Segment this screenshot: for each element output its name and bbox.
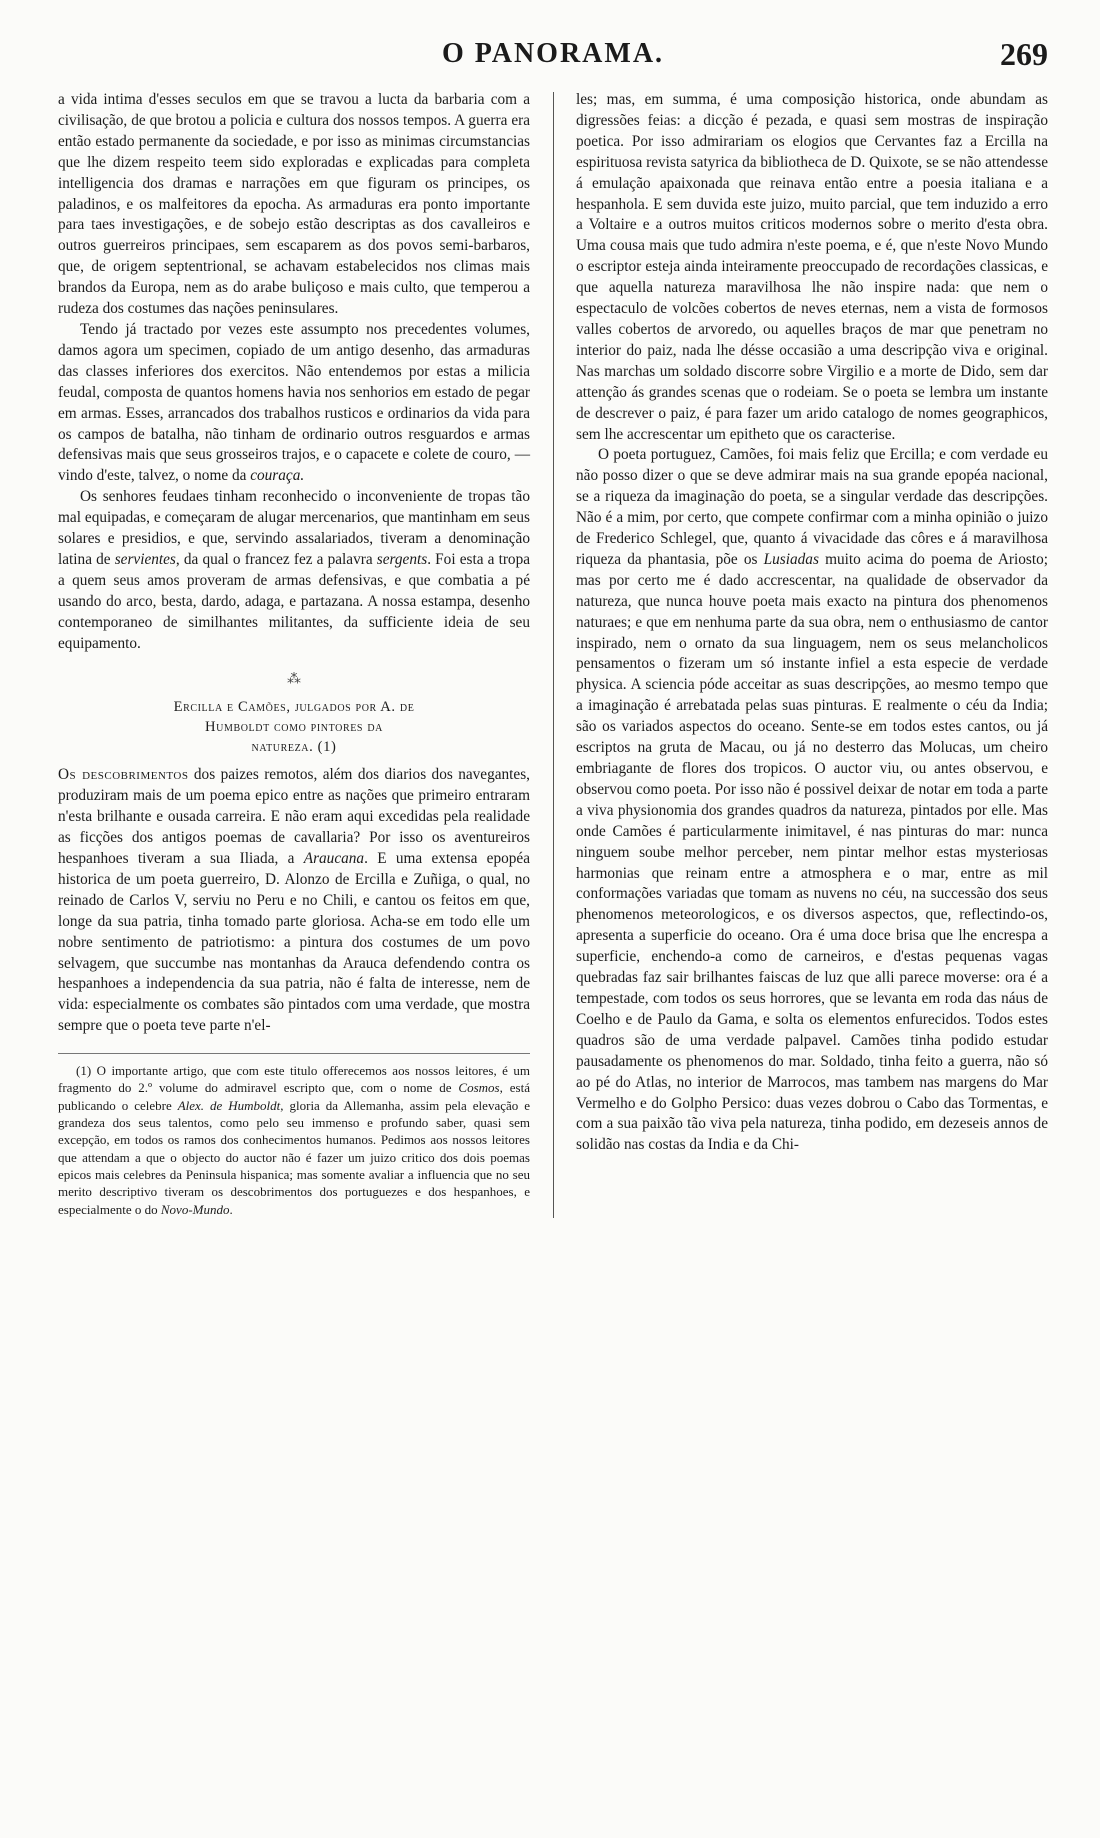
- lead-in: Os descobrimentos: [58, 766, 189, 784]
- text-run: O poeta portuguez, Camões, foi mais feliz que Ercilla; e com verdade eu não posso dizer o que se deve admirar mais na sua grande epopéa nacional, se a riqueza da imaginação do poeta, se a singular verdade das descripções. Não é a mim, por certo, que compete confirmar com a minha opinião o juizo de Frederico Schlegel, que, quanto á vivacidade das côres e á maravilhosa riqueza da phantasia, põe os: [576, 446, 1048, 568]
- text-run: muito acima do poema de Ariosto; mas por certo me é dado accrescentar, na qualidade de observador da natureza, que nunca houve poeta mais exacto na pintura dos phenomenos naturaes; e que em nenhuma parte da sua obra, nem o enthusiasmo de cantor inspirado, nem o ornato da sua linguagem, nem os seus melancholicos pensamentos o fizeram um só instante infiel a esta especie de verdade physica. A sciencia póde acceitar as suas descripções, ao mesmo tempo que a imaginação é arrebatada pelas suas pinturas. E realmente o céu da India; são os variados aspectos do oceano. Sente-se em todos estes cantos, ou já escriptos na gruta de Macau, ou já no desterro das Molucas, um cheiro embriagante de flores dos tropicos. O auctor viu, ou antes observou, e observou como poeta. Por isso não é possivel deixar de notar em toda a parte a viva physionomia dos grandes quadros da natureza, pintados por elle. Mas onde Camões é particularmente inimitavel, é nas pinturas do mar: nunca ninguem soube melhor perceber, nem pintar melhor estas mysteriosas harmonias que reinam entre a atmosphera e o mar, entre as mil conformações variadas que tomam as nuvens no céu, na successão dos seus phenomenos meteorologicos, e os diversos aspectos, que, reflectindo-os, apresenta a superficie do oceano. Ora é uma doce brisa que lhe encrespa a superficie, enchendo-a como de carneiros, e d'estas pequenas vagas quebradas faz sair brilhantes faiscas de luz que alli parece moverse: ora é a tempestade, com todos os seus horrores, que se levanta em roda das náus de Coelho e de Paulo da Gama, e solta os elementos enfurecidos. Todos estes quadros são de uma verdade palpavel. Camões tinha podido estudar pausadamente os phenomenos do mar. Soldado, tinha feito a guerra, não só ao pé do Atlas, no interior de Marrocos, mas tambem nas margens do Mar Vermelho e do Golpho Persico: duas vezes dobrou o Cabo das Tormentas, e com a sua paixão tão viva pela natureza, tinha podido, em dezeseis annos de solidão nas costas da India e da Chi-: [576, 550, 1048, 1154]
- page: [58, 36, 1048, 1806]
- columns: [58, 90, 1048, 1218]
- text-run: , da qual o francez fez a palavra: [175, 550, 373, 568]
- running-head: [58, 36, 1048, 80]
- section-ornament: ⁂: [287, 672, 301, 688]
- footnote: [58, 1062, 530, 1218]
- italic-term: sergents: [376, 550, 428, 568]
- text-run: dos paizes remotos, além dos diarios dos navegantes, produziram mais de um poema epico entre as nações que primeiro entraram n'esta brilhante e ousada carreira. E não eram aqui excedidas pela realidade as ficções dos antigos poemas de cavallaria? Por isso os aventureiros hespanhoes tiveram a sua Iliada, a: [58, 766, 530, 867]
- paragraph: a vida intima d'esses seculos em que se travou a lucta da barbaria com a civilisação, de que brotou a policia e cultura dos nossos tempos. A guerra era então estado permanente da sociedade, e por isso as minimas circumstancias que lhe dizem respeito teem sido exploradas e explicadas para completa intelligencia dos dramas e narrações em que figuram os principes, os paladinos, e os malfeitores da epocha. As armaduras era ponto importante para taes investigações, e de sobejo estão descriptas as dos cavalleiros e outros guerreiros principaes, sem escaparem as dos povos semi-barbaros, que, de origem septentrional, se achavam estabelecidos nos climas mais brandos da Europa, nem as do arabe buliçoso e mais culto, que temperou a rudeza dos costumes das nações peninsulares.: [58, 91, 530, 318]
- text-run: , está publicando o celebre: [58, 1080, 530, 1113]
- paragraph: [576, 445, 1048, 1156]
- section-title-line: Ercilla e Camões, julgados por A. de: [173, 699, 415, 716]
- footnote-text: [58, 1062, 530, 1218]
- right-column: [576, 90, 1048, 1218]
- paragraph: [58, 765, 530, 1037]
- italic-term: Lusiadas: [763, 550, 819, 568]
- section-title-line: natureza. (1): [251, 739, 337, 756]
- column-rule: [553, 92, 554, 1218]
- italic-term: Araucana: [303, 850, 365, 867]
- section-title-line: Humboldt como pintores da: [205, 719, 383, 736]
- text-run: Os senhores feudaes tinham reconhecido o inconveniente de tropas tão mal equipadas, e começaram de alugar mercenarios, que mantinham em seus solares e presidios, e que, servindo assalariados, tiveram a denominação latina de: [58, 488, 530, 568]
- text-run: .: [229, 1201, 233, 1217]
- italic-term: Novo-Mundo: [160, 1201, 230, 1217]
- italic-term: servientes: [114, 550, 176, 568]
- paragraph: [58, 487, 530, 654]
- paragraph: [58, 320, 530, 487]
- paragraph: les; mas, em summa, é uma composição historica, onde abundam as digressões feias: a dicção é pezada, e quasi sem mostras de inspiração poetica. Por isso admirariam os elogios que Cervantes faz a Ercilla na espirituosa revista satyrica da bibliotheca de D. Quixote, se se não attendesse á emulação apaixonada que reinava então entre a poesia italiana e a hespanhola. E sem duvida este juizo, muito parcial, que tem induzido a erro a Voltaire e a outros muitos criticos modernos sobre o merito d'esta obra. Uma cousa mais que tudo admira n'este poema, e é, que n'este Novo Mundo o escriptor esteja ainda inteiramente preoccupado de recordações classicas, e que aquella natureza maravilhosa lhe não inspire nada: que nem o espectaculo de volcões cobertos de neves eternas, nem a vista de formosos valles cobertos de arvoredo, ou aquelles braços de mar que penetram no interior do paiz, nada lhe désse occasião a uma descripção viva e original. Nas marchas um soldado discorre sobre Virgilio e a morte de Dido, sem dar attenção ás grandes scenas que o rodeiam. Se o poeta se lembra um instante de descrever o paiz, é para fazer um arido catalogo de nomes geographicos, sem lhe accrescentar um epitheto que os caracterise.: [576, 91, 1048, 443]
- text-run: . E uma extensa epopéa historica de um poeta guerreiro, D. Alonzo de Ercilla e Zuñiga, o qual, no reinado de Carlos V, serviu no Peru e no Chili, e cantou os feitos em que, longe da sua patria, tinha tomado parte gloriosa. Acha-se em todo elle um nobre sentimento de patriotismo: a pintura dos costumes de um povo selvagem, que succumbe nas montanhas da Arauca defendendo contra os hespanhoes a independencia da sua patria, não é falta de interesse, nem de vida: especialmente os combates são pintados com uma verdade, que mostra sempre que o poeta teve parte n'el-: [58, 850, 530, 1035]
- section-title: [78, 697, 510, 757]
- page-number: 269: [1000, 36, 1048, 72]
- left-column: [58, 90, 530, 1218]
- italic-term: Cosmos: [458, 1080, 500, 1096]
- italic-term: Alex. de Humboldt: [177, 1097, 281, 1113]
- italic-term: couraça.: [250, 467, 305, 485]
- journal-title: O PANORAMA.: [441, 38, 665, 69]
- text-run: Tendo já tractado por vezes este assumpto nos precedentes volumes, damos agora um specimen, copiado de um antigo desenho, das armaduras das classes inferiores dos exercitos. Não entendemos por estas a milicia feudal, composta de quantos homens havia nos senhorios em estado de pegar em armas. Esses, arrancados dos trabalhos rusticos e ordinarios da vida para os campos de batalha, não tinham de ordinario outros resguardos e armas defensivas mais que seus grosseiros trajos, e o capacete e colete de couro, — vindo d'este, talvez, o nome da: [58, 320, 530, 485]
- text-run: . Foi esta a tropa a quem seus amos proveram de armas defensivas, e que combatia a pé usando do arco, besta, dardo, adaga, e partazana. A nossa estampa, desenho contemporaneo de similhantes militantes, da sufficiente ideia de seu equipamento.: [58, 550, 531, 652]
- text-run: , gloria da Allemanha, assim pela elevação e grandeza dos seus talentos, como pelo seu immenso e profundo saber, quasi sem excepção, em todos os ramos dos conhecimentos humanos. Pedimos aos nossos leitores que attendam a que o objecto do auctor não é fazer um juizo critico dos dois poemas epicos mais celebres da Peninsula hispanica; mas somente avaliar a influencia que no seu merito descriptivo tiveram os descobrimentos dos portuguezes e dos hespanhoes, e especialmente o do: [58, 1097, 530, 1217]
- text-run: (1) O importante artigo, que com este titulo offerecemos aos nossos leitores, é um fragmento do 2.º volume do admiravel escripto que, com o nome de: [58, 1063, 530, 1096]
- footnote-rule: [58, 1053, 530, 1054]
